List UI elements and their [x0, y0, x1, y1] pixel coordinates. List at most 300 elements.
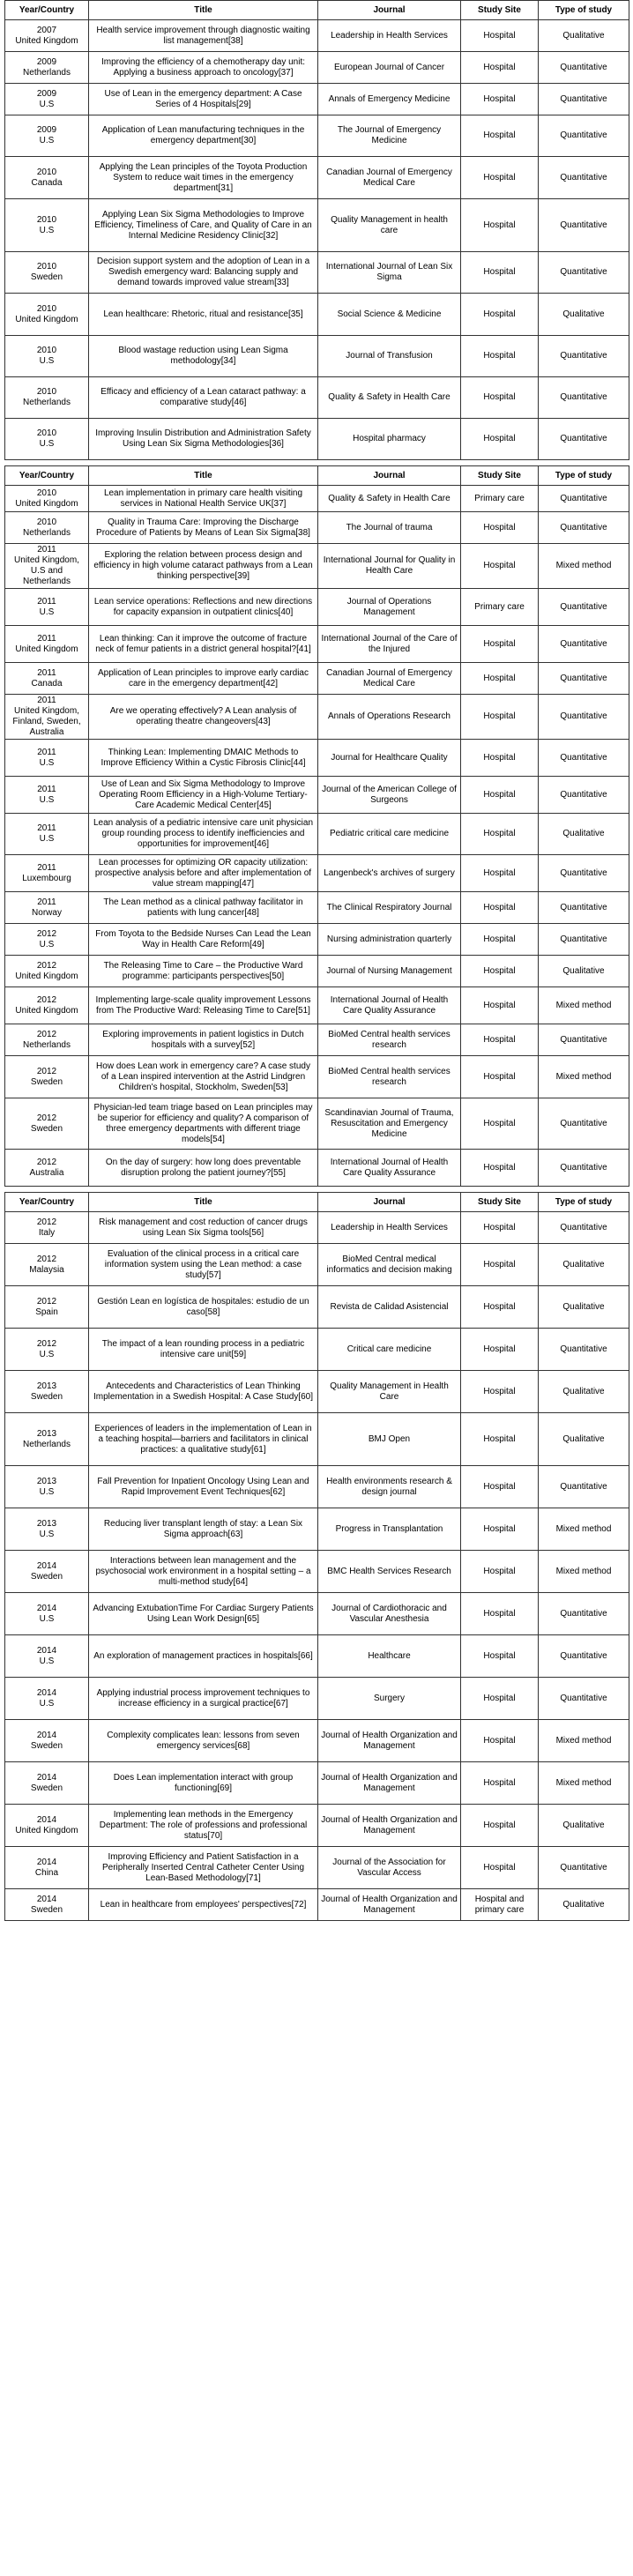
journal-cell: Social Science & Medicine: [318, 294, 461, 336]
study-site-cell: Hospital: [461, 544, 539, 589]
table-row: [5, 1244, 629, 1286]
year: 2011: [37, 823, 56, 833]
title-cell: Experiences of leaders in the implementation of Lean in a teaching hospital—barriers and facilitators in clinical practices: a qualitative study[61]: [89, 1413, 318, 1466]
table-header: [5, 1193, 629, 1212]
year: 2012: [36, 1254, 57, 1264]
year: 2010: [36, 167, 57, 177]
table-row: [5, 52, 629, 84]
year: 2011: [37, 897, 56, 907]
study-type-cell: Mixed method: [539, 1056, 629, 1098]
journal-cell: Quality & Safety in Health Care: [318, 377, 461, 419]
study-site-cell: Hospital: [461, 924, 539, 956]
table-row: [5, 1466, 629, 1508]
journal-cell: International Journal of the Care of the Injured: [318, 626, 461, 663]
year: 2009: [36, 56, 57, 67]
header-study-site: Study Site: [461, 1193, 539, 1212]
country: U.S: [39, 939, 55, 949]
title-cell: An exploration of management practices in hospitals[66]: [89, 1635, 318, 1678]
year-country-cell: [5, 84, 89, 115]
study-site-cell: Hospital: [461, 199, 539, 252]
year-country-cell: [5, 814, 89, 855]
country: United Kingdom: [15, 971, 78, 981]
year-country-cell: [5, 1371, 89, 1413]
table-row: [5, 115, 629, 157]
table-row: [5, 157, 629, 199]
country: United Kingdom: [15, 35, 78, 46]
journal-cell: Progress in Transplantation: [318, 1508, 461, 1551]
study-site-cell: Hospital: [461, 84, 539, 115]
journal-cell: The Journal of trauma: [318, 512, 461, 544]
study-site-cell: Hospital: [461, 695, 539, 740]
table-header: [5, 1, 629, 20]
study-type-cell: Quantitative: [539, 115, 629, 157]
header-title: Title: [89, 1193, 318, 1212]
journal-cell: Journal of the American College of Surgeons: [318, 777, 461, 814]
journal-cell: Annals of Emergency Medicine: [318, 84, 461, 115]
study-type-cell: Quantitative: [539, 589, 629, 626]
journal-cell: BioMed Central health services research: [318, 1024, 461, 1056]
study-site-cell: Hospital: [461, 115, 539, 157]
country: U.S: [39, 1529, 55, 1539]
study-site-cell: Primary care: [461, 589, 539, 626]
title-cell: Exploring the relation between process design and efficiency in high volume cataract pathways from a Lean thinking perspective[39]: [89, 544, 318, 589]
country: Canada: [31, 678, 63, 689]
title-cell: Lean implementation in primary care health visiting services in National Health Service UK[37]: [89, 486, 318, 512]
study-type-cell: Quantitative: [539, 1466, 629, 1508]
year: 2010: [36, 303, 57, 314]
study-type-cell: Quantitative: [539, 84, 629, 115]
title-cell: Antecedents and Characteristics of Lean Thinking Implementation in a Swedish Hospital: A Case Study[60]: [89, 1371, 318, 1413]
journal-cell: BioMed Central health services research: [318, 1056, 461, 1098]
study-type-cell: Quantitative: [539, 695, 629, 740]
journal-cell: BioMed Central medical informatics and decision making: [318, 1244, 461, 1286]
table-row: [5, 199, 629, 252]
header-type: Type of study: [539, 1193, 629, 1212]
year-country-cell: [5, 486, 89, 512]
title-cell: Advancing ExtubationTime For Cardiac Surgery Patients Using Lean Work Design[65]: [89, 1593, 318, 1635]
table-row: [5, 1635, 629, 1678]
journal-cell: Journal of Operations Management: [318, 589, 461, 626]
year-country-cell: [5, 589, 89, 626]
year-country-cell: [5, 419, 89, 460]
table-row: [5, 956, 629, 987]
title-cell: Implementing lean methods in the Emergency Department: The role of professions and professional status[70]: [89, 1805, 318, 1847]
country: Norway: [32, 907, 62, 918]
study-site-cell: Hospital: [461, 1244, 539, 1286]
title-cell: Improving Efficiency and Patient Satisfaction in a Peripherally Inserted Central Catheter Center Using Lean-Based Methodology[71]: [89, 1847, 318, 1889]
year-country-cell: [5, 1805, 89, 1847]
study-type-cell: Qualitative: [539, 814, 629, 855]
study-type-cell: Quantitative: [539, 252, 629, 294]
study-type-cell: Quantitative: [539, 855, 629, 892]
journal-cell: Critical care medicine: [318, 1329, 461, 1371]
journal-cell: Leadership in Health Services: [318, 20, 461, 52]
year: 2013: [36, 1476, 57, 1486]
year-country-cell: [5, 1150, 89, 1187]
year-country-cell: [5, 1056, 89, 1098]
study-type-cell: Quantitative: [539, 1847, 629, 1889]
year-country-cell: [5, 626, 89, 663]
journal-cell: Leadership in Health Services: [318, 1212, 461, 1244]
year: 2012: [36, 1296, 57, 1307]
year-country-cell: [5, 1286, 89, 1329]
study-site-cell: Hospital: [461, 1593, 539, 1635]
title-cell: Lean healthcare: Rhetoric, ritual and resistance[35]: [89, 294, 318, 336]
year: 2014: [36, 1894, 57, 1904]
table-row: [5, 814, 629, 855]
year: 2011: [37, 862, 56, 873]
study-site-cell: Hospital and primary care: [461, 1889, 539, 1921]
year-country-cell: [5, 115, 89, 157]
year: 2014: [36, 1857, 57, 1867]
table-row: [5, 336, 629, 377]
study-type-cell: Quantitative: [539, 336, 629, 377]
table-header: [5, 466, 629, 486]
journal-cell: Quality Management in Health Care: [318, 1371, 461, 1413]
study-type-cell: Quantitative: [539, 1098, 629, 1150]
journal-cell: Journal of the Association for Vascular Access: [318, 1847, 461, 1889]
year: 2010: [36, 517, 57, 527]
study-site-cell: Hospital: [461, 740, 539, 777]
study-site-cell: Hospital: [461, 1720, 539, 1762]
journal-cell: Surgery: [318, 1678, 461, 1720]
title-cell: Lean in healthcare from employees' perspectives[72]: [89, 1889, 318, 1921]
header-journal: Journal: [318, 1193, 461, 1212]
journal-cell: International Journal for Quality in Health Care: [318, 544, 461, 589]
year: 2011: [37, 696, 56, 705]
header-row: [5, 1, 629, 20]
country: United Kingdom: [15, 314, 78, 324]
study-site-cell: Hospital: [461, 1056, 539, 1098]
table-row: [5, 1805, 629, 1847]
year: 2011: [37, 667, 56, 678]
year-country-cell: [5, 695, 89, 740]
study-type-cell: Quantitative: [539, 419, 629, 460]
year: 2012: [36, 1113, 57, 1123]
study-type-cell: Mixed method: [539, 544, 629, 589]
country: U.S: [39, 1349, 55, 1359]
year: 2014: [36, 1645, 57, 1656]
title-cell: Blood wastage reduction using Lean Sigma methodology[34]: [89, 336, 318, 377]
journal-cell: Journal of Health Organization and Management: [318, 1805, 461, 1847]
table-row: [5, 777, 629, 814]
title-cell: Efficacy and efficiency of a Lean cataract pathway: a comparative study[46]: [89, 377, 318, 419]
study-site-cell: Hospital: [461, 20, 539, 52]
country: Sweden: [30, 1740, 63, 1751]
year: 2007: [36, 25, 57, 35]
journal-cell: Pediatric critical care medicine: [318, 814, 461, 855]
title-cell: How does Lean work in emergency care? A case study of a Lean inspired intervention at the Astrid Lindgren Children's hospital, Stockholm, Sweden[53]: [89, 1056, 318, 1098]
study-site-cell: Hospital: [461, 1847, 539, 1889]
study-type-cell: Quantitative: [539, 1150, 629, 1187]
country: United Kingdom, U.S and Netherlands: [14, 555, 79, 586]
study-type-cell: Mixed method: [539, 1551, 629, 1593]
country: China: [34, 1867, 59, 1878]
year-country-cell: [5, 1889, 89, 1921]
year: 2009: [36, 88, 57, 99]
study-site-cell: Hospital: [461, 1329, 539, 1371]
year: 2012: [36, 1217, 57, 1227]
year-country-cell: [5, 1508, 89, 1551]
country: U.S: [39, 834, 55, 844]
year: 2010: [36, 428, 57, 438]
year-country-cell: [5, 1678, 89, 1720]
country: Netherlands: [23, 527, 71, 538]
year: 2014: [36, 1814, 57, 1825]
country: Spain: [35, 1307, 58, 1317]
header-title: Title: [89, 466, 318, 486]
study-type-cell: Qualitative: [539, 1286, 629, 1329]
title-cell: Application of Lean principles to improve early cardiac care in the emergency department[42]: [89, 663, 318, 695]
year-country-cell: [5, 892, 89, 924]
year-country-cell: [5, 1847, 89, 1889]
journal-cell: The Clinical Respiratory Journal: [318, 892, 461, 924]
journal-cell: International Journal of Lean Six Sigma: [318, 252, 461, 294]
table-row: [5, 1678, 629, 1720]
title-cell: Lean analysis of a pediatric intensive care unit physician group rounding process to identify inefficiencies and opportunities for improvement[46]: [89, 814, 318, 855]
title-cell: Quality in Trauma Care: Improving the Discharge Procedure of Patients by Means of Lean Six Sigma[38]: [89, 512, 318, 544]
year: 2012: [36, 960, 57, 971]
country: U.S: [39, 99, 55, 109]
table-row: [5, 855, 629, 892]
country: Sweden: [30, 1904, 63, 1915]
year: 2013: [36, 1428, 57, 1439]
table-row: [5, 1371, 629, 1413]
title-cell: Applying the Lean principles of the Toyota Production System to reduce wait times in the emergency department[31]: [89, 157, 318, 199]
study-site-cell: Hospital: [461, 892, 539, 924]
study-site-cell: Hospital: [461, 663, 539, 695]
country: U.S: [39, 757, 55, 768]
study-site-cell: Hospital: [461, 814, 539, 855]
study-type-cell: Quantitative: [539, 1593, 629, 1635]
study-site-cell: Hospital: [461, 252, 539, 294]
table-row: [5, 1889, 629, 1921]
study-type-cell: Quantitative: [539, 924, 629, 956]
study-type-cell: Quantitative: [539, 512, 629, 544]
year-country-cell: [5, 544, 89, 589]
title-cell: Application of Lean manufacturing techniques in the emergency department[30]: [89, 115, 318, 157]
table-row: [5, 892, 629, 924]
study-site-cell: Hospital: [461, 512, 539, 544]
title-cell: Applying industrial process improvement techniques to increase efficiency in a surgical practice[67]: [89, 1678, 318, 1720]
year: 2010: [36, 346, 57, 355]
header-journal: Journal: [318, 1, 461, 20]
year: 2013: [36, 1381, 57, 1391]
study-type-cell: Quantitative: [539, 777, 629, 814]
study-site-cell: Hospital: [461, 294, 539, 336]
year-country-cell: [5, 956, 89, 987]
study-type-cell: Quantitative: [539, 1024, 629, 1056]
journal-cell: BMC Health Services Research: [318, 1551, 461, 1593]
journal-cell: Healthcare: [318, 1635, 461, 1678]
table-row: [5, 1024, 629, 1056]
year-country-cell: [5, 663, 89, 695]
journal-cell: Scandinavian Journal of Trauma, Resuscitation and Emergency Medicine: [318, 1098, 461, 1150]
study-type-cell: Qualitative: [539, 1889, 629, 1921]
year-country-cell: [5, 1098, 89, 1150]
study-site-cell: Primary care: [461, 486, 539, 512]
table-row: [5, 987, 629, 1024]
year-country-cell: [5, 1329, 89, 1371]
header-row: [5, 466, 629, 486]
year: 2009: [36, 125, 57, 135]
journal-cell: Quality & Safety in Health Care: [318, 486, 461, 512]
year: 2011: [37, 545, 56, 555]
year: 2010: [36, 387, 57, 397]
study-type-cell: Qualitative: [539, 1413, 629, 1466]
country: Luxembourg: [22, 873, 71, 883]
study-site-cell: Hospital: [461, 157, 539, 199]
year: 2012: [36, 1029, 57, 1039]
year-country-cell: [5, 1413, 89, 1466]
journal-cell: Journal for Healthcare Quality: [318, 740, 461, 777]
study-type-cell: Qualitative: [539, 956, 629, 987]
table-row: [5, 1762, 629, 1805]
study-site-cell: Hospital: [461, 626, 539, 663]
title-cell: Complexity complicates lean: lessons from seven emergency services[68]: [89, 1720, 318, 1762]
table-row: [5, 84, 629, 115]
country: U.S: [39, 356, 55, 366]
study-site-cell: Hospital: [461, 777, 539, 814]
study-type-cell: Quantitative: [539, 199, 629, 252]
year: 2012: [36, 994, 57, 1005]
title-cell: Interactions between lean management and the psychosocial work environment in a hospital setting – a multi-method study[64]: [89, 1551, 318, 1593]
header-title: Title: [89, 1, 318, 20]
study-site-cell: Hospital: [461, 987, 539, 1024]
table-row: [5, 1098, 629, 1150]
year: 2011: [37, 596, 56, 607]
journal-cell: Quality Management in health care: [318, 199, 461, 252]
title-cell: Gestión Lean en logística de hospitales: estudio de un caso[58]: [89, 1286, 318, 1329]
table-row: [5, 695, 629, 740]
journal-cell: Journal of Transfusion: [318, 336, 461, 377]
year-country-cell: [5, 1466, 89, 1508]
study-site-cell: Hospital: [461, 855, 539, 892]
study-site-cell: Hospital: [461, 419, 539, 460]
study-site-cell: Hospital: [461, 377, 539, 419]
study-type-cell: Mixed method: [539, 1508, 629, 1551]
year-country-cell: [5, 777, 89, 814]
title-cell: Improving Insulin Distribution and Administration Safety Using Lean Six Sigma Methodologies[36]: [89, 419, 318, 460]
table-row: [5, 1150, 629, 1187]
title-cell: Implementing large-scale quality improvement Lessons from The Productive Ward: Releasing Time to Care[51]: [89, 987, 318, 1024]
table-body: [5, 486, 629, 1187]
table-row: [5, 294, 629, 336]
title-cell: Lean service operations: Reflections and new directions for capacity expansion in outpatient clinics[40]: [89, 589, 318, 626]
country: United Kingdom: [15, 1005, 78, 1016]
title-cell: The impact of a lean rounding process in a pediatric intensive care unit[59]: [89, 1329, 318, 1371]
country: Sweden: [30, 1391, 63, 1402]
study-type-cell: Quantitative: [539, 1212, 629, 1244]
journal-cell: Journal of Health Organization and Management: [318, 1889, 461, 1921]
title-cell: Decision support system and the adoption of Lean in a Swedish emergency ward: Balancing supply and demand towards improved value stream[33]: [89, 252, 318, 294]
study-site-cell: Hospital: [461, 1466, 539, 1508]
title-cell: Evaluation of the clinical process in a critical care information system using the Lean method: a case study[57]: [89, 1244, 318, 1286]
table-row: [5, 377, 629, 419]
country: U.S: [39, 607, 55, 617]
country: Netherlands: [23, 1039, 71, 1050]
title-cell: Fall Prevention for Inpatient Oncology Using Lean and Rapid Improvement Event Techniques[62]: [89, 1466, 318, 1508]
study-site-cell: Hospital: [461, 1805, 539, 1847]
study-site-cell: Hospital: [461, 1212, 539, 1244]
study-type-cell: Quantitative: [539, 486, 629, 512]
country: Sweden: [30, 1783, 63, 1793]
journal-cell: Journal of Cardiothoracic and Vascular Anesthesia: [318, 1593, 461, 1635]
year-country-cell: [5, 924, 89, 956]
country: U.S: [39, 1613, 55, 1624]
title-cell: Does Lean implementation interact with group functioning[69]: [89, 1762, 318, 1805]
title-cell: Risk management and cost reduction of cancer drugs using Lean Six Sigma tools[56]: [89, 1212, 318, 1244]
year-country-cell: [5, 20, 89, 52]
title-cell: Lean processes for optimizing OR capacity utilization: prospective analysis before and after implementation of value stream mapping[47]: [89, 855, 318, 892]
year-country-cell: [5, 157, 89, 199]
header-study-site: Study Site: [461, 466, 539, 486]
table-body: [5, 20, 629, 460]
title-cell: Health service improvement through diagnostic waiting list management[38]: [89, 20, 318, 52]
year-country-cell: [5, 1635, 89, 1678]
study-type-cell: Mixed method: [539, 1762, 629, 1805]
study-site-cell: Hospital: [461, 1508, 539, 1551]
title-cell: From Toyota to the Bedside Nurses Can Lead the Lean Way in Health Care Reform[49]: [89, 924, 318, 956]
year: 2013: [36, 1518, 57, 1529]
study-site-cell: Hospital: [461, 1098, 539, 1150]
publications-table: [4, 1192, 629, 1921]
title-cell: Lean thinking: Can it improve the outcome of fracture neck of femur patients in a district general hospital?[41]: [89, 626, 318, 663]
country: U.S: [39, 1486, 55, 1497]
study-type-cell: Quantitative: [539, 157, 629, 199]
title-cell: Are we operating effectively? A Lean analysis of operating theatre changeovers[43]: [89, 695, 318, 740]
table-row: [5, 1551, 629, 1593]
title-cell: Reducing liver transplant length of stay: a Lean Six Sigma approach[63]: [89, 1508, 318, 1551]
year: 2014: [36, 1687, 57, 1698]
table-row: [5, 1212, 629, 1244]
journal-cell: European Journal of Cancer: [318, 52, 461, 84]
study-type-cell: Quantitative: [539, 1678, 629, 1720]
title-cell: Exploring improvements in patient logistics in Dutch hospitals with a survey[52]: [89, 1024, 318, 1056]
year-country-cell: [5, 1244, 89, 1286]
journal-cell: Canadian Journal of Emergency Medical Care: [318, 157, 461, 199]
table-row: [5, 589, 629, 626]
table-row: [5, 419, 629, 460]
country: Netherlands: [23, 1439, 71, 1449]
study-type-cell: Quantitative: [539, 892, 629, 924]
year: 2012: [36, 1066, 57, 1076]
table-row: [5, 1508, 629, 1551]
study-site-cell: Hospital: [461, 1678, 539, 1720]
year: 2012: [36, 1157, 57, 1167]
header-row: [5, 1193, 629, 1212]
table-row: [5, 1847, 629, 1889]
study-site-cell: Hospital: [461, 336, 539, 377]
year: 2012: [36, 928, 57, 939]
title-cell: Use of Lean and Six Sigma Methodology to Improve Operating Room Efficiency in a High-Volume Tertiary-Care Academic Medical Center[45]: [89, 777, 318, 814]
header-year-country: Year/Country: [5, 1, 89, 20]
country: Malaysia: [29, 1264, 64, 1275]
title-cell: The Lean method as a clinical pathway facilitator in patients with lung cancer[48]: [89, 892, 318, 924]
year-country-cell: [5, 336, 89, 377]
study-site-cell: Hospital: [461, 1413, 539, 1466]
study-type-cell: Quantitative: [539, 740, 629, 777]
country: Italy: [38, 1227, 56, 1238]
country: Sweden: [30, 1076, 63, 1087]
year: 2014: [36, 1560, 57, 1571]
study-site-cell: Hospital: [461, 1286, 539, 1329]
header-year-country: Year/Country: [5, 1193, 89, 1212]
header-type: Type of study: [539, 1, 629, 20]
country: U.S: [39, 1656, 55, 1666]
study-site-cell: Hospital: [461, 52, 539, 84]
year-country-cell: [5, 1024, 89, 1056]
